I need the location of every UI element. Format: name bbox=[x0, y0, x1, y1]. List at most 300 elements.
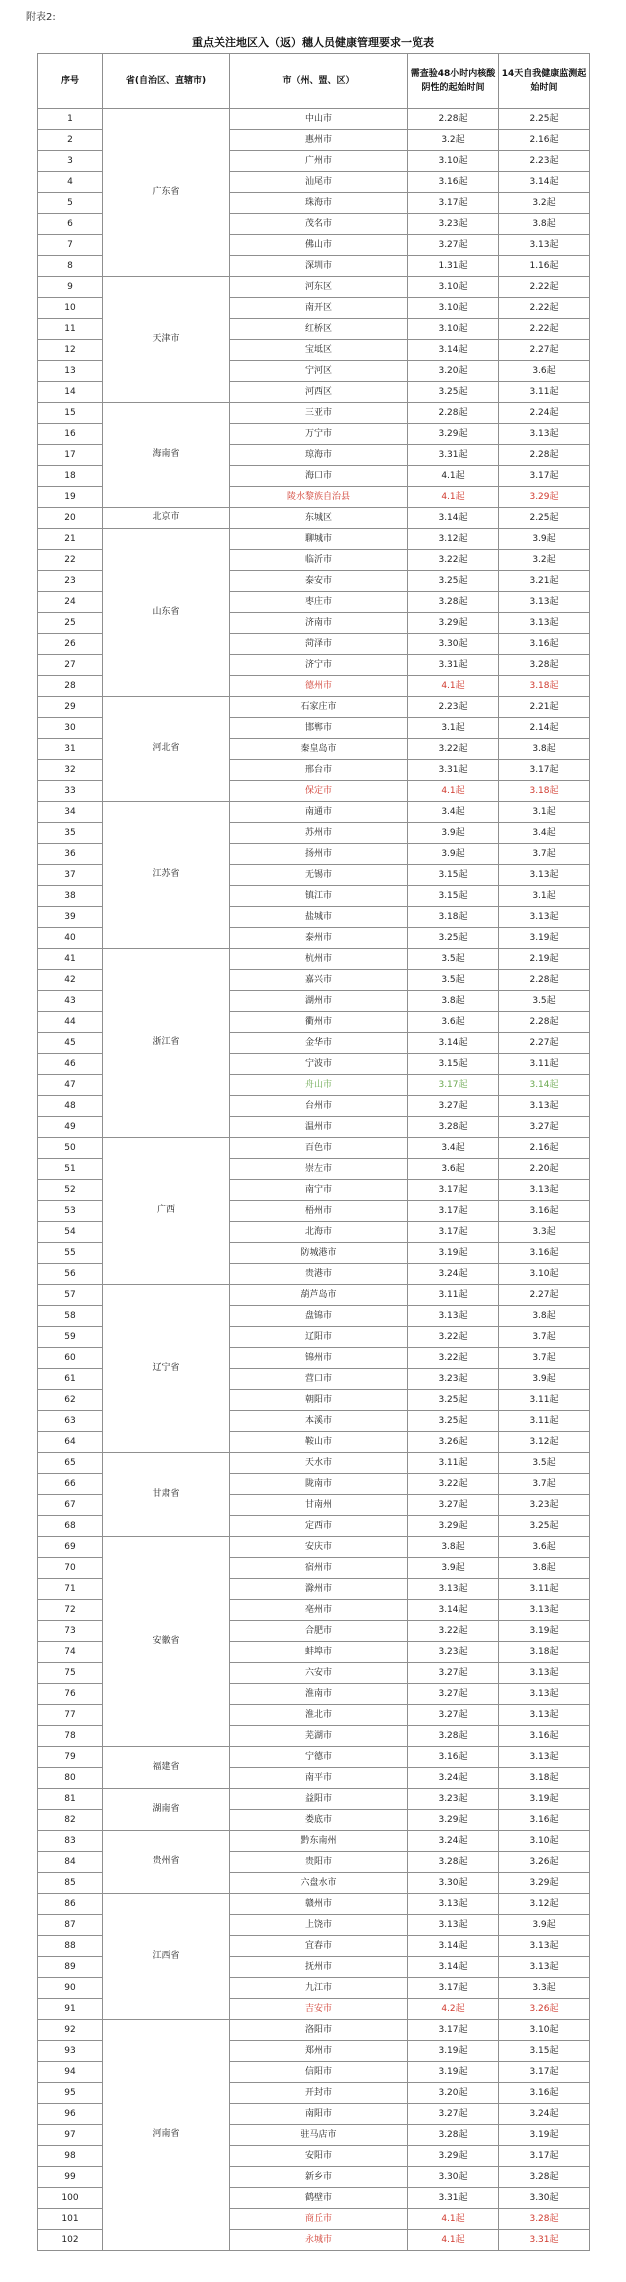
header-city: 市（州、盟、区） bbox=[230, 54, 408, 109]
row-test-time: 3.22起 bbox=[408, 1474, 499, 1495]
row-province: 浙江省 bbox=[103, 949, 230, 1138]
row-monitor-time: 3.13起 bbox=[499, 1936, 590, 1957]
row-city: 河东区 bbox=[230, 277, 408, 298]
row-monitor-time: 3.3起 bbox=[499, 1222, 590, 1243]
row-city: 上饶市 bbox=[230, 1915, 408, 1936]
row-city: 贵港市 bbox=[230, 1264, 408, 1285]
row-city: 葫芦岛市 bbox=[230, 1285, 408, 1306]
row-seq: 11 bbox=[38, 319, 103, 340]
row-city: 深圳市 bbox=[230, 256, 408, 277]
row-seq: 26 bbox=[38, 634, 103, 655]
row-monitor-time: 2.19起 bbox=[499, 949, 590, 970]
row-city: 合肥市 bbox=[230, 1621, 408, 1642]
row-city: 无锡市 bbox=[230, 865, 408, 886]
row-seq: 65 bbox=[38, 1453, 103, 1474]
row-seq: 20 bbox=[38, 508, 103, 529]
row-city: 百色市 bbox=[230, 1138, 408, 1159]
header-test-time: 需查验48小时内核酸阴性的起始时间 bbox=[408, 54, 499, 109]
row-monitor-time: 2.25起 bbox=[499, 508, 590, 529]
row-seq: 87 bbox=[38, 1915, 103, 1936]
row-city: 秦皇岛市 bbox=[230, 739, 408, 760]
row-monitor-time: 3.1起 bbox=[499, 802, 590, 823]
table-row bbox=[38, 529, 590, 550]
row-city: 宿州市 bbox=[230, 1558, 408, 1579]
row-monitor-time: 3.13起 bbox=[499, 1747, 590, 1768]
row-test-time: 3.25起 bbox=[408, 382, 499, 403]
row-seq: 25 bbox=[38, 613, 103, 634]
row-seq: 8 bbox=[38, 256, 103, 277]
row-seq: 45 bbox=[38, 1033, 103, 1054]
row-test-time: 3.15起 bbox=[408, 886, 499, 907]
row-test-time: 3.27起 bbox=[408, 2104, 499, 2125]
row-test-time: 3.13起 bbox=[408, 1894, 499, 1915]
row-seq: 43 bbox=[38, 991, 103, 1012]
row-test-time: 3.25起 bbox=[408, 1411, 499, 1432]
header-province: 省(自治区、直辖市) bbox=[103, 54, 230, 109]
row-test-time: 3.26起 bbox=[408, 1432, 499, 1453]
row-city: 济南市 bbox=[230, 613, 408, 634]
row-city: 苏州市 bbox=[230, 823, 408, 844]
row-test-time: 3.31起 bbox=[408, 760, 499, 781]
table-row bbox=[38, 949, 590, 970]
row-seq: 22 bbox=[38, 550, 103, 571]
row-seq: 37 bbox=[38, 865, 103, 886]
row-seq: 58 bbox=[38, 1306, 103, 1327]
row-seq: 41 bbox=[38, 949, 103, 970]
row-city: 琼海市 bbox=[230, 445, 408, 466]
row-seq: 10 bbox=[38, 298, 103, 319]
row-city: 淮北市 bbox=[230, 1705, 408, 1726]
row-seq: 19 bbox=[38, 487, 103, 508]
row-test-time: 3.13起 bbox=[408, 1306, 499, 1327]
row-monitor-time: 3.13起 bbox=[499, 1705, 590, 1726]
row-monitor-time: 3.27起 bbox=[499, 1117, 590, 1138]
row-city: 佛山市 bbox=[230, 235, 408, 256]
row-monitor-time: 2.27起 bbox=[499, 340, 590, 361]
row-seq: 85 bbox=[38, 1873, 103, 1894]
row-test-time: 3.31起 bbox=[408, 2188, 499, 2209]
row-monitor-time: 2.21起 bbox=[499, 697, 590, 718]
row-test-time: 3.1起 bbox=[408, 718, 499, 739]
row-seq: 74 bbox=[38, 1642, 103, 1663]
row-city: 郑州市 bbox=[230, 2041, 408, 2062]
row-monitor-time: 3.15起 bbox=[499, 2041, 590, 2062]
table-row bbox=[38, 1537, 590, 1558]
row-seq: 93 bbox=[38, 2041, 103, 2062]
row-city: 蚌埠市 bbox=[230, 1642, 408, 1663]
row-city: 泰安市 bbox=[230, 571, 408, 592]
row-seq: 76 bbox=[38, 1684, 103, 1705]
row-city: 海口市 bbox=[230, 466, 408, 487]
row-seq: 50 bbox=[38, 1138, 103, 1159]
row-province: 河南省 bbox=[103, 2020, 230, 2251]
row-test-time: 3.9起 bbox=[408, 844, 499, 865]
row-test-time: 3.25起 bbox=[408, 928, 499, 949]
row-monitor-time: 3.12起 bbox=[499, 1894, 590, 1915]
row-monitor-time: 3.19起 bbox=[499, 1621, 590, 1642]
row-test-time: 3.13起 bbox=[408, 1579, 499, 1600]
row-test-time: 3.18起 bbox=[408, 907, 499, 928]
row-test-time: 3.20起 bbox=[408, 361, 499, 382]
row-seq: 82 bbox=[38, 1810, 103, 1831]
table-row bbox=[38, 508, 590, 529]
row-monitor-time: 3.10起 bbox=[499, 1264, 590, 1285]
row-seq: 91 bbox=[38, 1999, 103, 2020]
row-test-time: 3.27起 bbox=[408, 1495, 499, 1516]
row-monitor-time: 3.31起 bbox=[499, 2230, 590, 2251]
table-row bbox=[38, 1747, 590, 1768]
row-city: 朝阳市 bbox=[230, 1390, 408, 1411]
row-city: 中山市 bbox=[230, 109, 408, 130]
row-city: 万宁市 bbox=[230, 424, 408, 445]
region-table bbox=[37, 53, 590, 2251]
row-monitor-time: 3.18起 bbox=[499, 676, 590, 697]
row-test-time: 3.31起 bbox=[408, 445, 499, 466]
row-test-time: 3.16起 bbox=[408, 172, 499, 193]
row-seq: 88 bbox=[38, 1936, 103, 1957]
row-monitor-time: 3.16起 bbox=[499, 1201, 590, 1222]
row-seq: 70 bbox=[38, 1558, 103, 1579]
row-monitor-time: 3.29起 bbox=[499, 1873, 590, 1894]
row-seq: 63 bbox=[38, 1411, 103, 1432]
row-city: 惠州市 bbox=[230, 130, 408, 151]
row-city: 杭州市 bbox=[230, 949, 408, 970]
row-monitor-time: 3.14起 bbox=[499, 1075, 590, 1096]
row-seq: 32 bbox=[38, 760, 103, 781]
table-row bbox=[38, 802, 590, 823]
row-seq: 30 bbox=[38, 718, 103, 739]
row-monitor-time: 3.5起 bbox=[499, 991, 590, 1012]
row-monitor-time: 2.20起 bbox=[499, 1159, 590, 1180]
row-test-time: 4.1起 bbox=[408, 781, 499, 802]
row-city: 滁州市 bbox=[230, 1579, 408, 1600]
row-monitor-time: 3.17起 bbox=[499, 466, 590, 487]
row-city: 芜湖市 bbox=[230, 1726, 408, 1747]
row-province: 贵州省 bbox=[103, 1831, 230, 1894]
row-seq: 68 bbox=[38, 1516, 103, 1537]
row-province: 河北省 bbox=[103, 697, 230, 802]
row-city: 驻马店市 bbox=[230, 2125, 408, 2146]
row-seq: 99 bbox=[38, 2167, 103, 2188]
row-monitor-time: 3.8起 bbox=[499, 1558, 590, 1579]
row-test-time: 3.10起 bbox=[408, 151, 499, 172]
row-test-time: 3.27起 bbox=[408, 1705, 499, 1726]
row-city: 温州市 bbox=[230, 1117, 408, 1138]
row-monitor-time: 3.11起 bbox=[499, 382, 590, 403]
row-city: 泰州市 bbox=[230, 928, 408, 949]
row-monitor-time: 3.16起 bbox=[499, 1243, 590, 1264]
row-city: 崇左市 bbox=[230, 1159, 408, 1180]
row-city: 营口市 bbox=[230, 1369, 408, 1390]
row-seq: 42 bbox=[38, 970, 103, 991]
row-seq: 49 bbox=[38, 1117, 103, 1138]
row-seq: 90 bbox=[38, 1978, 103, 1999]
row-monitor-time: 3.8起 bbox=[499, 214, 590, 235]
row-monitor-time: 2.28起 bbox=[499, 1012, 590, 1033]
row-city: 邢台市 bbox=[230, 760, 408, 781]
row-test-time: 3.27起 bbox=[408, 1684, 499, 1705]
row-test-time: 3.17起 bbox=[408, 1201, 499, 1222]
row-city: 德州市 bbox=[230, 676, 408, 697]
row-test-time: 3.28起 bbox=[408, 1726, 499, 1747]
row-seq: 61 bbox=[38, 1369, 103, 1390]
row-seq: 52 bbox=[38, 1180, 103, 1201]
row-monitor-time: 2.28起 bbox=[499, 970, 590, 991]
row-test-time: 3.17起 bbox=[408, 1180, 499, 1201]
row-monitor-time: 3.6起 bbox=[499, 361, 590, 382]
row-test-time: 3.22起 bbox=[408, 1348, 499, 1369]
row-city: 河西区 bbox=[230, 382, 408, 403]
row-seq: 27 bbox=[38, 655, 103, 676]
row-city: 吉安市 bbox=[230, 1999, 408, 2020]
row-city: 茂名市 bbox=[230, 214, 408, 235]
row-test-time: 4.1起 bbox=[408, 466, 499, 487]
row-monitor-time: 3.28起 bbox=[499, 2209, 590, 2230]
row-monitor-time: 3.13起 bbox=[499, 1957, 590, 1978]
row-seq: 16 bbox=[38, 424, 103, 445]
row-city: 北海市 bbox=[230, 1222, 408, 1243]
row-monitor-time: 3.13起 bbox=[499, 1096, 590, 1117]
row-monitor-time: 3.18起 bbox=[499, 1768, 590, 1789]
row-city: 湖州市 bbox=[230, 991, 408, 1012]
row-monitor-time: 3.5起 bbox=[499, 1453, 590, 1474]
row-city: 宜春市 bbox=[230, 1936, 408, 1957]
row-monitor-time: 3.13起 bbox=[499, 865, 590, 886]
row-province: 北京市 bbox=[103, 508, 230, 529]
row-seq: 69 bbox=[38, 1537, 103, 1558]
row-test-time: 1.31起 bbox=[408, 256, 499, 277]
row-seq: 28 bbox=[38, 676, 103, 697]
row-test-time: 3.17起 bbox=[408, 1978, 499, 1999]
row-city: 广州市 bbox=[230, 151, 408, 172]
row-province: 甘肃省 bbox=[103, 1453, 230, 1537]
row-monitor-time: 3.10起 bbox=[499, 1831, 590, 1852]
row-city: 邯郸市 bbox=[230, 718, 408, 739]
row-city: 六盘水市 bbox=[230, 1873, 408, 1894]
row-seq: 80 bbox=[38, 1768, 103, 1789]
row-city: 南阳市 bbox=[230, 2104, 408, 2125]
row-test-time: 3.14起 bbox=[408, 508, 499, 529]
row-monitor-time: 3.2起 bbox=[499, 193, 590, 214]
row-monitor-time: 1.16起 bbox=[499, 256, 590, 277]
row-city: 开封市 bbox=[230, 2083, 408, 2104]
row-test-time: 3.28起 bbox=[408, 2125, 499, 2146]
row-test-time: 3.10起 bbox=[408, 298, 499, 319]
row-city: 舟山市 bbox=[230, 1075, 408, 1096]
row-test-time: 2.28起 bbox=[408, 109, 499, 130]
row-test-time: 3.25起 bbox=[408, 1390, 499, 1411]
row-test-time: 3.14起 bbox=[408, 1936, 499, 1957]
row-monitor-time: 3.9起 bbox=[499, 1915, 590, 1936]
row-city: 永城市 bbox=[230, 2230, 408, 2251]
row-test-time: 3.4起 bbox=[408, 802, 499, 823]
row-monitor-time: 3.13起 bbox=[499, 235, 590, 256]
row-seq: 54 bbox=[38, 1222, 103, 1243]
row-monitor-time: 3.13起 bbox=[499, 1684, 590, 1705]
row-test-time: 4.1起 bbox=[408, 2209, 499, 2230]
row-test-time: 4.1起 bbox=[408, 487, 499, 508]
row-city: 梧州市 bbox=[230, 1201, 408, 1222]
row-city: 珠海市 bbox=[230, 193, 408, 214]
table-row bbox=[38, 109, 590, 130]
row-city: 赣州市 bbox=[230, 1894, 408, 1915]
row-seq: 79 bbox=[38, 1747, 103, 1768]
row-monitor-time: 3.28起 bbox=[499, 655, 590, 676]
row-test-time: 3.29起 bbox=[408, 1810, 499, 1831]
row-monitor-time: 3.13起 bbox=[499, 907, 590, 928]
row-monitor-time: 3.25起 bbox=[499, 1516, 590, 1537]
row-test-time: 3.17起 bbox=[408, 1222, 499, 1243]
row-seq: 5 bbox=[38, 193, 103, 214]
row-seq: 15 bbox=[38, 403, 103, 424]
row-city: 益阳市 bbox=[230, 1789, 408, 1810]
row-city: 陇南市 bbox=[230, 1474, 408, 1495]
row-seq: 9 bbox=[38, 277, 103, 298]
row-test-time: 3.17起 bbox=[408, 193, 499, 214]
row-test-time: 3.31起 bbox=[408, 655, 499, 676]
row-monitor-time: 3.4起 bbox=[499, 823, 590, 844]
row-test-time: 3.30起 bbox=[408, 634, 499, 655]
row-city: 南开区 bbox=[230, 298, 408, 319]
row-seq: 71 bbox=[38, 1579, 103, 1600]
row-seq: 95 bbox=[38, 2083, 103, 2104]
row-test-time: 3.29起 bbox=[408, 613, 499, 634]
row-seq: 92 bbox=[38, 2020, 103, 2041]
row-seq: 36 bbox=[38, 844, 103, 865]
row-monitor-time: 3.18起 bbox=[499, 781, 590, 802]
row-test-time: 3.25起 bbox=[408, 571, 499, 592]
row-seq: 12 bbox=[38, 340, 103, 361]
row-test-time: 3.29起 bbox=[408, 2146, 499, 2167]
row-province: 天津市 bbox=[103, 277, 230, 403]
table-row bbox=[38, 1789, 590, 1810]
row-monitor-time: 3.10起 bbox=[499, 2020, 590, 2041]
row-monitor-time: 3.8起 bbox=[499, 739, 590, 760]
appendix-label: 附表2: bbox=[26, 12, 56, 23]
row-monitor-time: 3.7起 bbox=[499, 1327, 590, 1348]
row-test-time: 3.22起 bbox=[408, 550, 499, 571]
row-test-time: 3.28起 bbox=[408, 1852, 499, 1873]
row-monitor-time: 3.29起 bbox=[499, 487, 590, 508]
row-seq: 51 bbox=[38, 1159, 103, 1180]
row-test-time: 3.24起 bbox=[408, 1768, 499, 1789]
table-body bbox=[38, 109, 590, 2251]
row-city: 金华市 bbox=[230, 1033, 408, 1054]
row-test-time: 3.5起 bbox=[408, 970, 499, 991]
row-monitor-time: 2.22起 bbox=[499, 319, 590, 340]
row-test-time: 3.17起 bbox=[408, 2020, 499, 2041]
row-test-time: 3.23起 bbox=[408, 1642, 499, 1663]
row-city: 天水市 bbox=[230, 1453, 408, 1474]
row-monitor-time: 2.24起 bbox=[499, 403, 590, 424]
row-monitor-time: 3.13起 bbox=[499, 1663, 590, 1684]
row-city: 甘南州 bbox=[230, 1495, 408, 1516]
row-seq: 62 bbox=[38, 1390, 103, 1411]
row-test-time: 3.11起 bbox=[408, 1285, 499, 1306]
table-row bbox=[38, 1453, 590, 1474]
row-monitor-time: 2.22起 bbox=[499, 277, 590, 298]
row-seq: 33 bbox=[38, 781, 103, 802]
row-seq: 46 bbox=[38, 1054, 103, 1075]
row-city: 鞍山市 bbox=[230, 1432, 408, 1453]
row-monitor-time: 3.13起 bbox=[499, 592, 590, 613]
row-province: 安徽省 bbox=[103, 1537, 230, 1747]
row-monitor-time: 2.27起 bbox=[499, 1033, 590, 1054]
row-city: 商丘市 bbox=[230, 2209, 408, 2230]
row-monitor-time: 3.26起 bbox=[499, 1999, 590, 2020]
row-monitor-time: 3.19起 bbox=[499, 2125, 590, 2146]
row-monitor-time: 3.28起 bbox=[499, 2167, 590, 2188]
row-seq: 1 bbox=[38, 109, 103, 130]
row-test-time: 3.27起 bbox=[408, 1663, 499, 1684]
row-city: 宁德市 bbox=[230, 1747, 408, 1768]
row-monitor-time: 3.9起 bbox=[499, 529, 590, 550]
table-row bbox=[38, 277, 590, 298]
row-monitor-time: 3.17起 bbox=[499, 760, 590, 781]
row-test-time: 3.17起 bbox=[408, 1075, 499, 1096]
row-test-time: 3.28起 bbox=[408, 592, 499, 613]
row-seq: 56 bbox=[38, 1264, 103, 1285]
row-seq: 29 bbox=[38, 697, 103, 718]
header-seq: 序号 bbox=[38, 54, 103, 109]
row-seq: 84 bbox=[38, 1852, 103, 1873]
row-test-time: 3.22起 bbox=[408, 1621, 499, 1642]
row-seq: 18 bbox=[38, 466, 103, 487]
row-test-time: 3.24起 bbox=[408, 1831, 499, 1852]
row-city: 济宁市 bbox=[230, 655, 408, 676]
row-monitor-time: 3.2起 bbox=[499, 550, 590, 571]
row-seq: 55 bbox=[38, 1243, 103, 1264]
row-city: 南通市 bbox=[230, 802, 408, 823]
row-monitor-time: 3.21起 bbox=[499, 571, 590, 592]
row-seq: 39 bbox=[38, 907, 103, 928]
row-monitor-time: 3.11起 bbox=[499, 1579, 590, 1600]
table-row bbox=[38, 403, 590, 424]
row-test-time: 3.19起 bbox=[408, 1243, 499, 1264]
row-city: 菏泽市 bbox=[230, 634, 408, 655]
row-monitor-time: 3.7起 bbox=[499, 844, 590, 865]
row-monitor-time: 3.8起 bbox=[499, 1306, 590, 1327]
row-city: 台州市 bbox=[230, 1096, 408, 1117]
row-test-time: 3.24起 bbox=[408, 1264, 499, 1285]
row-seq: 66 bbox=[38, 1474, 103, 1495]
row-monitor-time: 2.16起 bbox=[499, 1138, 590, 1159]
row-seq: 6 bbox=[38, 214, 103, 235]
row-city: 聊城市 bbox=[230, 529, 408, 550]
row-test-time: 3.5起 bbox=[408, 949, 499, 970]
row-test-time: 3.23起 bbox=[408, 1789, 499, 1810]
row-city: 娄底市 bbox=[230, 1810, 408, 1831]
row-seq: 48 bbox=[38, 1096, 103, 1117]
row-city: 九江市 bbox=[230, 1978, 408, 1999]
row-province: 山东省 bbox=[103, 529, 230, 697]
table-row bbox=[38, 1285, 590, 1306]
row-test-time: 3.8起 bbox=[408, 991, 499, 1012]
row-monitor-time: 3.7起 bbox=[499, 1348, 590, 1369]
row-monitor-time: 3.30起 bbox=[499, 2188, 590, 2209]
table-row bbox=[38, 2020, 590, 2041]
row-seq: 44 bbox=[38, 1012, 103, 1033]
row-test-time: 3.6起 bbox=[408, 1159, 499, 1180]
row-monitor-time: 3.18起 bbox=[499, 1642, 590, 1663]
row-province: 广西 bbox=[103, 1138, 230, 1285]
header-monitor-time: 14天自我健康监测起始时间 bbox=[499, 54, 590, 109]
row-seq: 2 bbox=[38, 130, 103, 151]
row-city: 汕尾市 bbox=[230, 172, 408, 193]
row-seq: 23 bbox=[38, 571, 103, 592]
row-monitor-time: 3.7起 bbox=[499, 1474, 590, 1495]
row-monitor-time: 3.6起 bbox=[499, 1537, 590, 1558]
